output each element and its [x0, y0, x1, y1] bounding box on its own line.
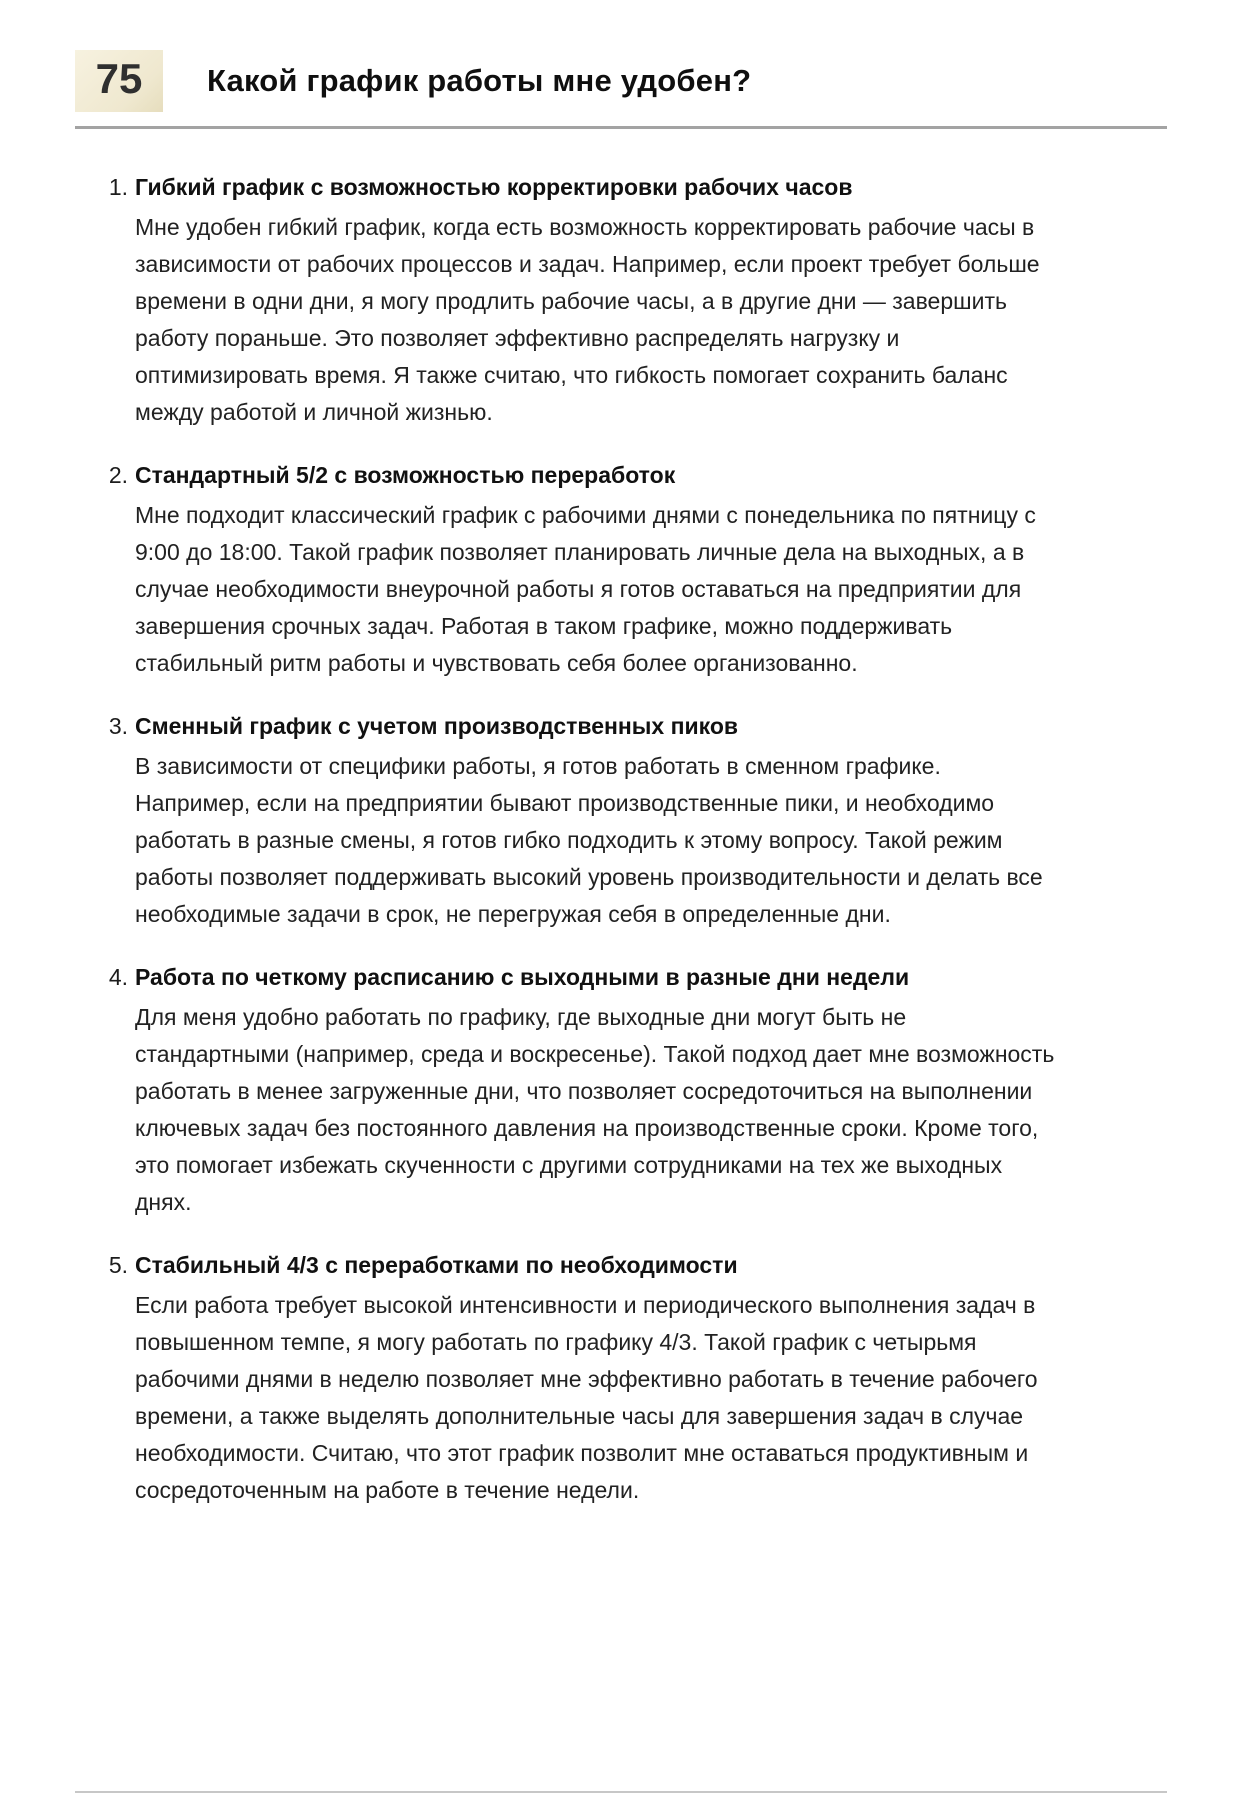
page-number: 75: [75, 50, 163, 112]
item-heading: Стабильный 4/3 с переработками по необходимости: [135, 1252, 738, 1279]
list-item: [100, 457, 1057, 682]
item-number: 2.: [108, 462, 128, 489]
item-heading: Гибкий график с возможностью корректировки рабочих часов: [135, 174, 853, 201]
item-body: Мне удобен гибкий график, когда есть возможность корректировать рабочие часы в зависимости от рабочих процессов и задач. Например, если проект требует больше времени в одни дни, я могу продлить рабочие часы, а в другие дни — завершить работу пораньше. Это позволяет эффективно распределять нагрузку и оптимизировать время. Я также считаю, что гибкость помогает сохранить баланс между работой и личной жизнью.: [135, 214, 1040, 426]
item-number: 5.: [108, 1252, 128, 1279]
list-item: [100, 169, 1057, 431]
item-body: Мне подходит классический график с рабочими днями с понедельника по пятницу с 9:00 до 18:00. Такой график позволяет планировать личные дела на выходных, а в случае необходимости внеурочной работы я готов оставаться на предприятии для завершения срочных задач. Работая в таком графике, можно поддерживать стабильный ритм работы и чувствовать себя более организованно.: [135, 502, 1036, 677]
item-heading: Работа по четкому расписанию с выходными в разные дни недели: [135, 964, 910, 991]
item-number: 4.: [108, 964, 128, 991]
answer-list: [100, 169, 1057, 1509]
item-body: Для меня удобно работать по графику, где выходные дни могут быть не стандартными (например, среда и воскресенье). Такой подход дает мне возможность работать в менее загруженные дни, что позволяет сосредоточиться на выполнении ключевых задач без постоянного давления на производственные сроки. Кроме того, это помогает избежать скученности с другими сотрудниками на тех же выходных днях.: [135, 1004, 1055, 1216]
list-item: [100, 708, 1057, 933]
page-bottom-divider: [75, 1791, 1167, 1793]
item-number: 1.: [108, 174, 128, 201]
list-item: [100, 1247, 1057, 1509]
item-content: [135, 708, 1057, 933]
item-content: [135, 1247, 1057, 1509]
item-content: [135, 959, 1057, 1221]
item-content: [135, 169, 1057, 431]
document-page: [0, 50, 1239, 1803]
item-number: 3.: [108, 713, 128, 740]
list-item: [100, 959, 1057, 1221]
item-body: В зависимости от специфики работы, я готов работать в сменном графике. Например, если на предприятии бывают производственные пики, и необходимо работать в разные смены, я готов гибко подходить к этому вопросу. Такой режим работы позволяет поддерживать высокий уровень производительности и делать все необходимые задачи в срок, не перегружая себя в определенные дни.: [135, 753, 1043, 928]
page-header: [75, 50, 1167, 129]
item-content: [135, 457, 1057, 682]
item-heading: Стандартный 5/2 с возможностью переработок: [135, 462, 676, 489]
item-heading: Сменный график с учетом производственных пиков: [135, 713, 739, 740]
page-title: Какой график работы мне удобен?: [207, 63, 752, 99]
item-body: Если работа требует высокой интенсивности и периодического выполнения задач в повышенном темпе, я могу работать по графику 4/3. Такой график с четырьмя рабочими днями в неделю позволяет мне эффективно работать в течение рабочего времени, а также выделять дополнительные часы для завершения задач в случае необходимости. Считаю, что этот график позволит мне оставаться продуктивным и сосредоточенным на работе в течение недели.: [135, 1292, 1038, 1504]
